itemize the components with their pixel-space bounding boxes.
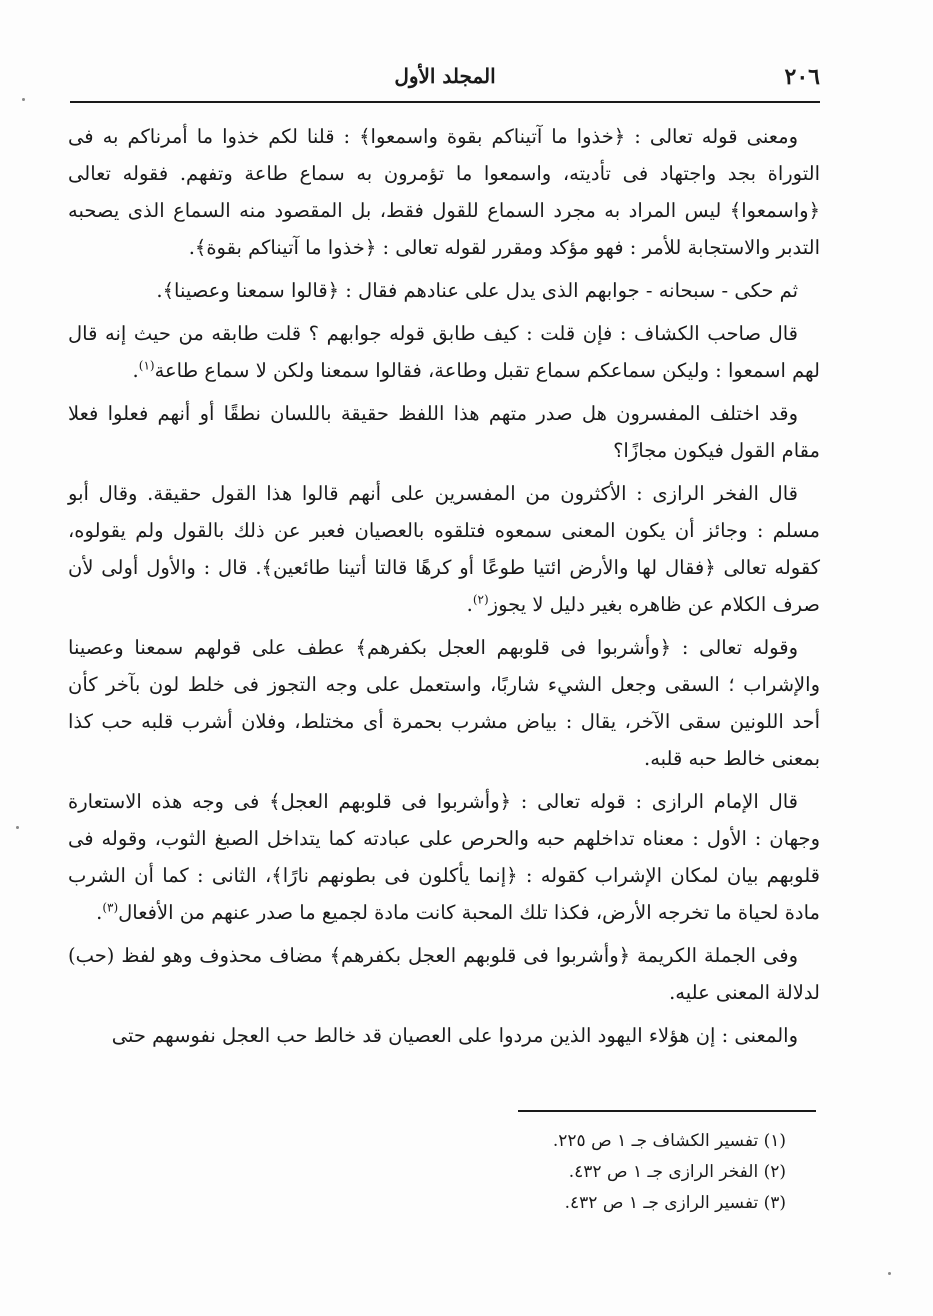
footnote-divider [518,1110,816,1112]
paragraph-6 [68,629,820,777]
paragraph-1 [68,118,820,266]
footnote-ref-3: (٣) [102,900,119,915]
footnote-2: (٢) الفخر الرازى جـ ١ ص ٤٣٢. [568,1162,786,1182]
paragraph-9 [68,1017,820,1054]
paragraph-3-end: . [132,359,139,382]
footnote-ref-1: (١) [138,358,155,373]
paragraph-8 [68,937,820,1011]
paragraph-5 [68,475,820,623]
paragraph-6-text: وقوله تعالى : ﴿وأشربوا فى قلوبهم العجل بكفرهم﴾ عطف على قولهم سمعنا وعصينا والإشراب ؛ السقى وجعل الشيء شاربًا، واستعمل على وجه التجوز فى خلط لون بآخر كأن أحد اللونين سقى الآخر، يقال : بياض مشرب بحمرة أى مختلط، وفلان أشرب قلبه حب كذا بمعنى خالط حبه قلبه. [68,636,820,770]
main-text [68,118,820,1060]
footnote-ref-2: (٢) [472,592,489,607]
paragraph-7-end: . [96,901,103,924]
footnotes [430,1126,786,1219]
scan-speck [888,1272,891,1275]
paragraph-3 [68,315,820,389]
footnote-1: (١) تفسير الكشاف جـ ١ ص ٢٢٥. [552,1131,786,1151]
page-number: ٢٠٦ [784,64,820,90]
paragraph-9-text: والمعنى : إن هؤلاء اليهود الذين مردوا على العصيان قد خالط حب العجل نفوسهم حتى [111,1024,798,1047]
paragraph-5-end: . [466,593,473,616]
scan-speck [22,98,25,101]
paragraph-8-text: وفى الجملة الكريمة ﴿وأشربوا فى قلوبهم العجل بكفرهم﴾ مضاف محذوف وهو لفظ (حب) لدلالة المعنى عليه. [68,944,820,1004]
scan-speck [16,826,19,829]
page-header [70,58,820,98]
header-divider [70,101,820,103]
paragraph-3-text: قال صاحب الكشاف : فإن قلت : كيف طابق قوله جوابهم ؟ قلت طابقه من حيث إنه قال لهم اسمعوا : وليكن سماعكم سماع تقبل وطاعة، فقالوا سمعنا ولكن لا سماع طاعة [68,322,820,382]
paragraph-4-text: وقد اختلف المفسرون هل صدر متهم هذا اللفظ حقيقة باللسان نطقًا أو أنهم فعلوا فعلا مقام القول فيكون مجازًا؟ [68,402,820,462]
paragraph-2-text: ثم حكى - سبحانه - جوابهم الذى يدل على عنادهم فقال : ﴿قالوا سمعنا وعصينا﴾. [156,279,798,302]
paragraph-2 [68,272,820,309]
paragraph-1-text: ومعنى قوله تعالى : ﴿خذوا ما آتيناكم بقوة واسمعوا﴾ : قلنا لكم خذوا ما أمرناكم به فى التوراة بجد واجتهاد فى تأديته، واسمعوا ما تؤمرون به سماع طاعة وتفهم. فقوله تعالى ﴿واسمعوا﴾ ليس المراد به مجرد السماع للقول فقط، بل المقصود منه السماع الذى يصحبه التدبر والاستجابة للأمر : فهو مؤكد ومقرر لقوله تعالى : ﴿خذوا ما آتيناكم بقوة﴾. [68,125,820,259]
paragraph-4 [68,395,820,469]
paragraph-7 [68,783,820,931]
paragraph-7-text: قال الإمام الرازى : قوله تعالى : ﴿وأشربوا فى قلوبهم العجل﴾ فى وجه هذه الاستعارة وجهان : الأول : معناه تداخلهم حبه والحرص على عبادته كما يتداخل الصبغ الثوب، وقوله فى قلوبهم بيان لمكان الإشراب كقوله : ﴿إنما يأكلون فى بطونهم نارًا﴾، الثانى : كما أن الشرب مادة لحياة ما تخرجه الأرض، فكذا تلك المحبة كانت مادة لجميع ما صدر عنهم من الأفعال [68,790,820,924]
volume-title: المجلد الأول [394,64,496,88]
footnote-3: (٣) تفسير الرازى جـ ١ ص ٤٣٢. [564,1193,786,1213]
paragraph-5-text: قال الفخر الرازى : الأكثرون من المفسرين على أنهم قالوا هذا القول حقيقة. وقال أبو مسلم : وجائز أن يكون المعنى سمعوه فتلقوه بالعصيان فعبر عن ذلك بالقول ولم يقولوه، كقوله تعالى ﴿فقال لها والأرض ائتيا طوعًا أو كرهًا قالتا أتينا طائعين﴾. قال : والأول أولى لأن صرف الكلام عن ظاهره بغير دليل لا يجوز [68,482,820,616]
